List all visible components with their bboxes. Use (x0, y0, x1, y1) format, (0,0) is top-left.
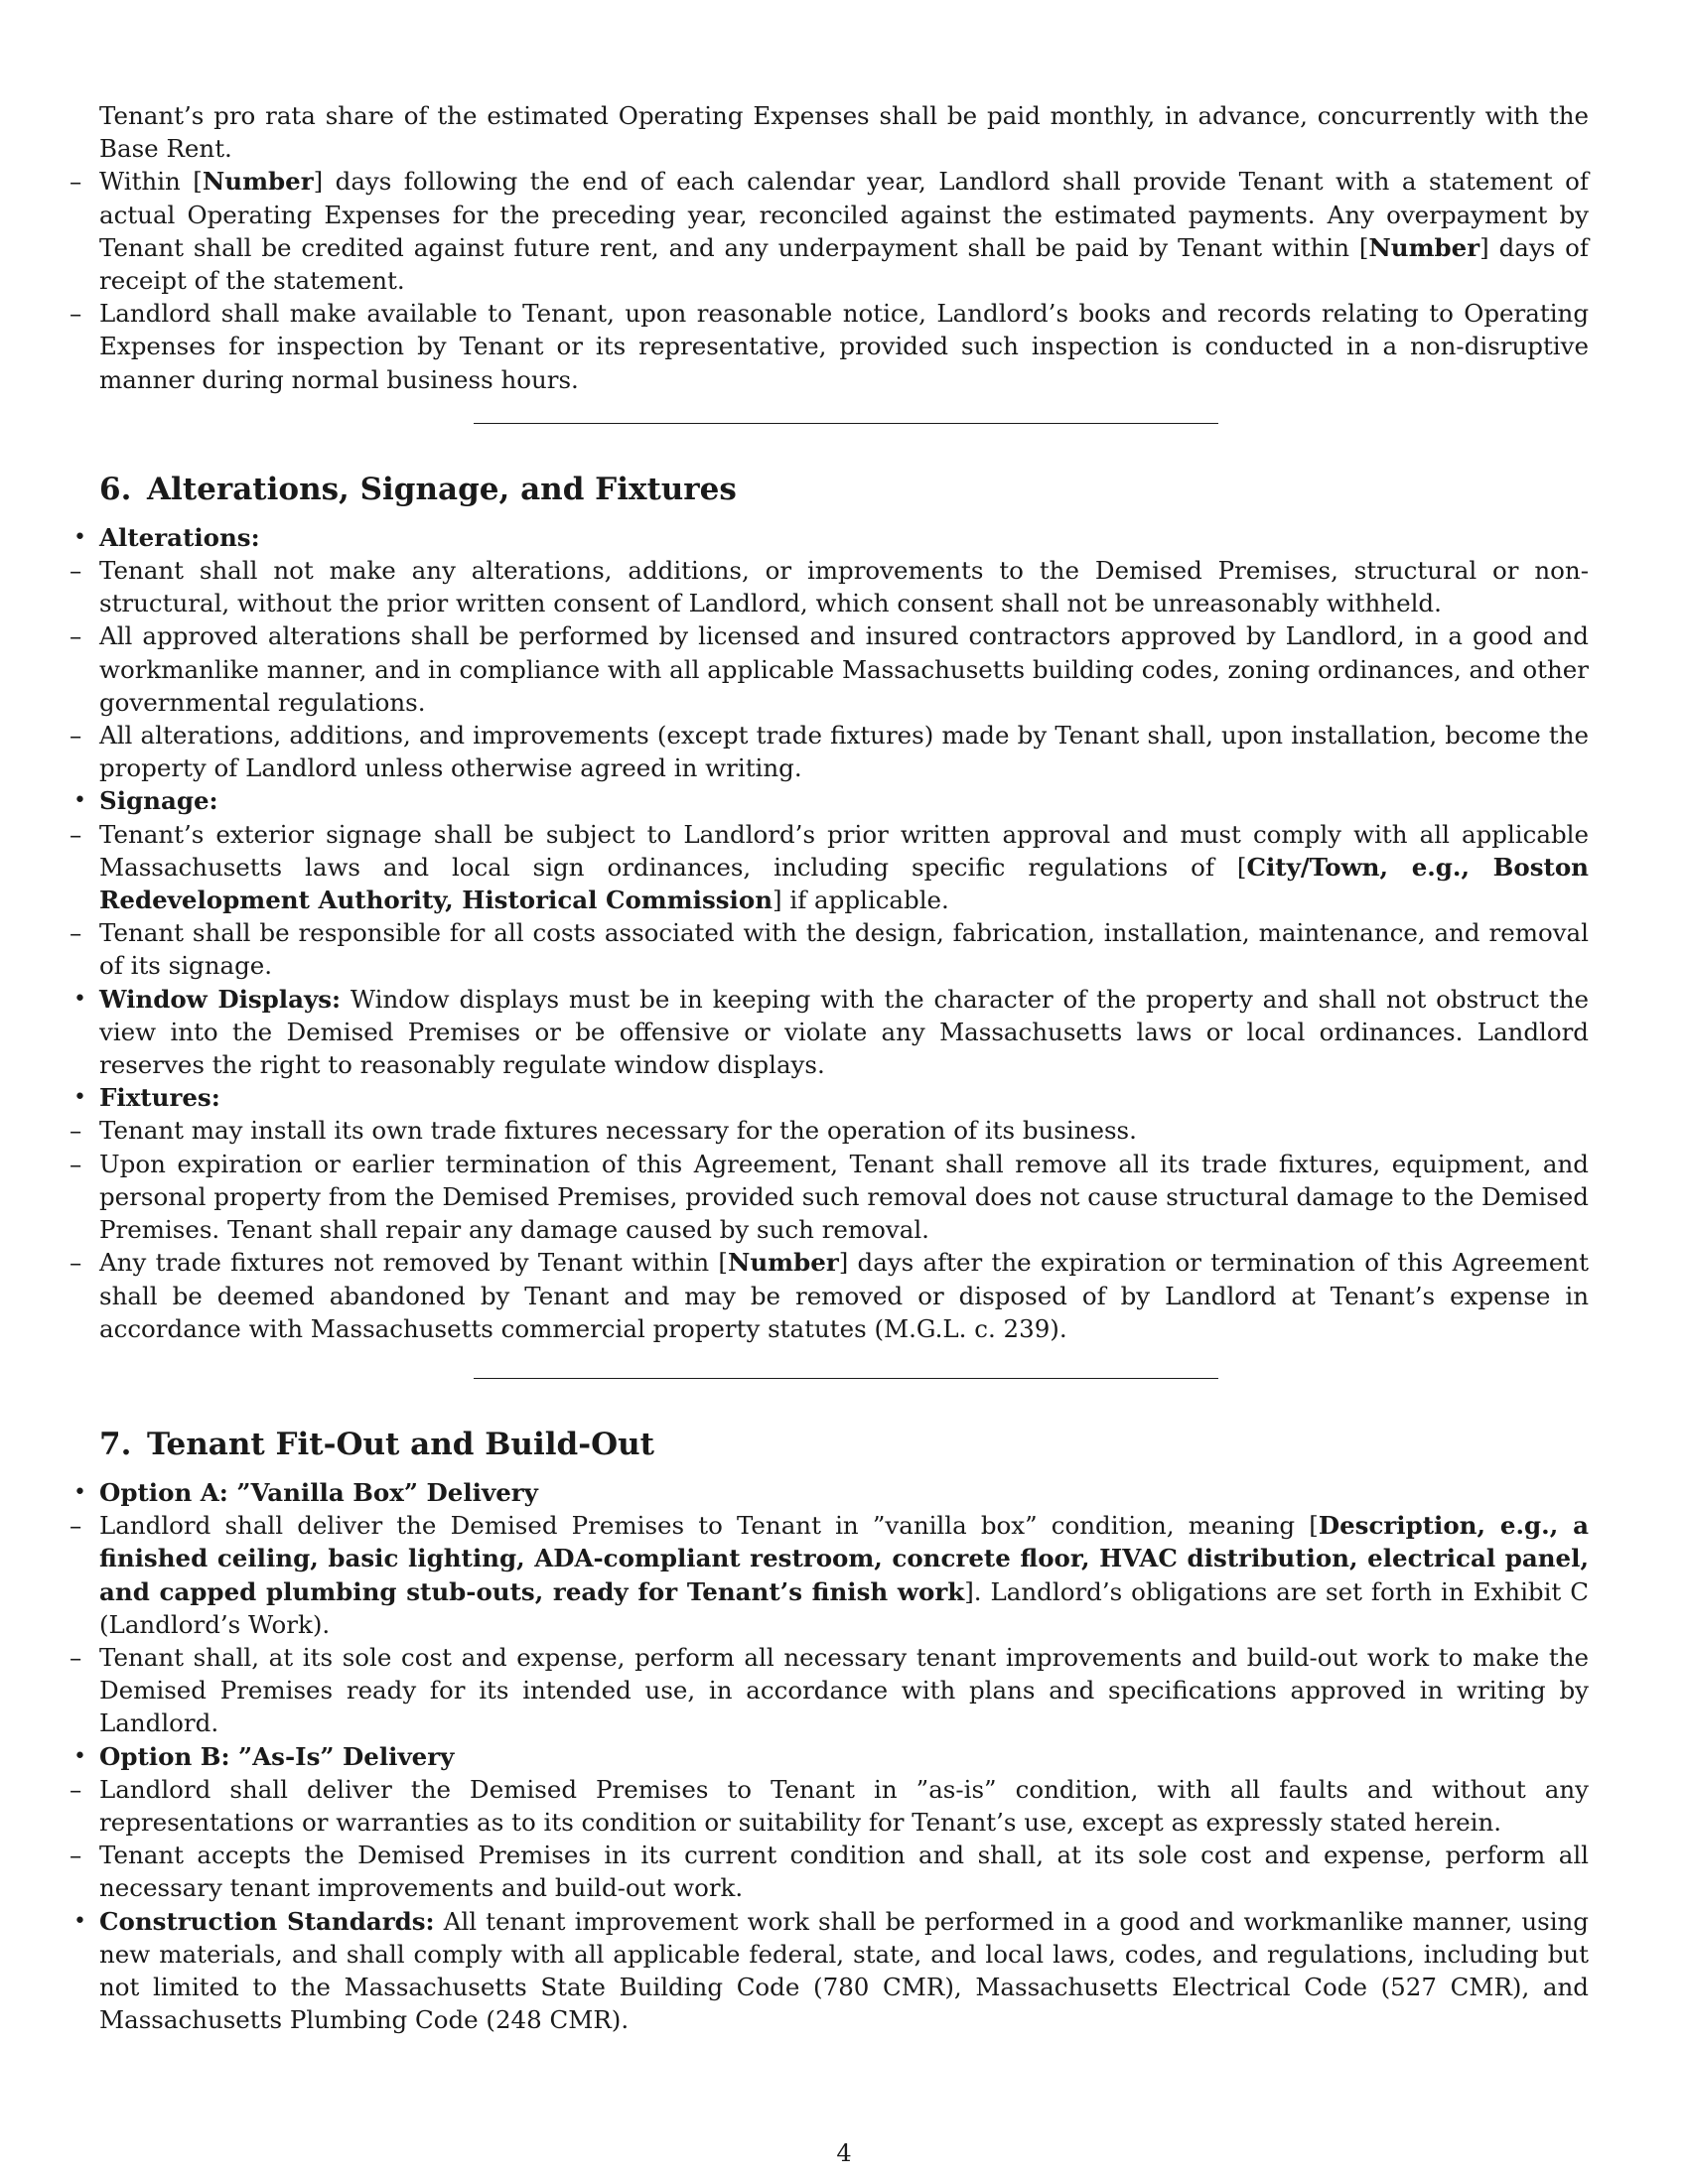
bullet-option-a: • Option A: ”Vanilla Box” Delivery (99, 1476, 1589, 1509)
list-item: – Tenant may install its own trade fixtures necessary for the operation of its business. (70, 1116, 1137, 1146)
section-divider (474, 423, 1218, 424)
bullet-fixtures: • Fixtures: (99, 1081, 1589, 1114)
list-item: – Tenant accepts the Demised Premises in its current condition and shall, at its sole cost and expense, perform all necessary tenant improvements and build-out work. (70, 1841, 1589, 1903)
bullet-marker: • (73, 1479, 86, 1505)
bullet-signage: • Signage: (99, 784, 1589, 817)
list-item: – Upon expiration or earlier termination of this Agreement, Tenant shall remove all its trade fixtures, equipment, and personal property from the Demised Premises, provided such removal does not cause structural damage to the Demised Premises. Tenant shall repair any damage caused by such removal. (70, 1149, 1589, 1245)
list-item: – Landlord shall deliver the Demised Premises to Tenant in ”as-is” condition, with all faults and without any representations or warranties as to its condition or suitability for Tenant’s use, except as expressly stated herein. (70, 1774, 1589, 1837)
list-item: – Tenant’s exterior signage shall be subject to Landlord’s prior written approval and must comply with all applicable Massachusetts laws and local sign ordinances, including specific regulations of [City/Town, e.g., Boston Redevelopment Authority, Historical Commission] if applicable. (70, 819, 1589, 915)
bullet-marker: • (73, 1908, 86, 1934)
carryover-paragraph: Tenant’s pro rata share of the estimated Operating Expenses shall be paid monthly, in advance, concurrently with the Base Rent. (99, 101, 1589, 164)
page-number: 4 (836, 2139, 852, 2167)
bullet-option-b: • Option B: ”As-Is” Delivery (99, 1740, 1589, 1773)
bullet-marker: • (73, 524, 86, 550)
page-content (70, 99, 1590, 2036)
list-item: – Any trade fixtures not removed by Tenant within [Number] days after the expiration or termination of this Agreement shall be deemed abandoned by Tenant and may be removed or disposed of by Landlord at Tenant’s expense in accordance with Massachusetts commercial property statutes (M.G.L. c. 239). (70, 1248, 1590, 1343)
bullet-marker: • (73, 1085, 86, 1111)
bullet-construction-standards: • Construction Standards: All tenant improvement work shall be performed in a good and workmanlike manner, using new materials, and shall comply with all applicable federal, state, and local laws, codes, and regulations, including but not limited to the Massachusetts State Building Code (780 CMR), Massachusetts Electrical Code (527 CMR), and Massachusetts Plumbing Code (248 CMR). (73, 1906, 1589, 2035)
list-item: – All alterations, additions, and improvements (except trade fixtures) made by Tenant shall, upon installation, become the property of Landlord unless otherwise agreed in writing. (70, 721, 1589, 783)
bullet-marker: • (73, 1743, 86, 1769)
bullet-marker: • (73, 986, 86, 1012)
list-item: – Tenant shall be responsible for all costs associated with the design, fabrication, installation, maintenance, and removal of its signage. (70, 918, 1589, 981)
bullet-window-displays: • Window Displays: Window displays must be in keeping with the character of the property and shall not obstruct the view into the Demised Premises or be offensive or violate any Massachusetts laws or local ordinances. Landlord reserves the right to reasonably regulate window displays. (73, 984, 1589, 1080)
bullet-marker: • (73, 788, 86, 814)
list-item: – Landlord shall make available to Tenant, upon reasonable notice, Landlord’s books and records relating to Operating Expenses for inspection by Tenant or its representative, provided such inspection is conducted in a non-disruptive manner during normal business hours. (70, 299, 1589, 394)
list-item: – Landlord shall deliver the Demised Premises to Tenant in ”vanilla box” condition, meaning [Description, e.g., a finished ceiling, basic lighting, ADA-compliant restroom, concrete floor, HVAC distribution, electrical panel, and capped plumbing stub-outs, ready for Tenant’s finish work]. Landlord’s obligations are set forth in Exhibit C (Landlord’s Work). (70, 1511, 1589, 1639)
bullet-alterations: • Alterations: (99, 521, 1589, 554)
section-divider (474, 1378, 1218, 1379)
list-item: – Within [Number] days following the end of each calendar year, Landlord shall provide Tenant with a statement of actual Operating Expenses for the preceding year, reconciled against the estimated payments. Any overpayment by Tenant shall be credited against future rent, and any underpayment shall be paid by Tenant within [Number] days of receipt of the statement. (70, 167, 1590, 296)
dash-marker: – (70, 299, 82, 329)
section-heading-7: 7. Tenant Fit-Out and Build-Out (99, 1426, 654, 1462)
list-item: – Tenant shall, at its sole cost and expense, perform all necessary tenant improvements and build-out work to make the Demised Premises ready for its intended use, in accordance with plans and specifications approved in writing by Landlord. (70, 1642, 1589, 1738)
list-item: – All approved alterations shall be performed by licensed and insured contractors approved by Landlord, in a good and workmanlike manner, and in compliance with all applicable Massachusetts building codes, zoning ordinances, and other governmental regulations. (70, 621, 1590, 717)
dash-marker: – (70, 167, 82, 197)
section-heading-6: 6. Alterations, Signage, and Fixtures (99, 471, 737, 507)
list-item: – Tenant shall not make any alterations, additions, or improvements to the Demised Premises, structural or non-structural, without the prior written consent of Landlord, which consent shall not be unreasonably withheld. (70, 556, 1589, 618)
